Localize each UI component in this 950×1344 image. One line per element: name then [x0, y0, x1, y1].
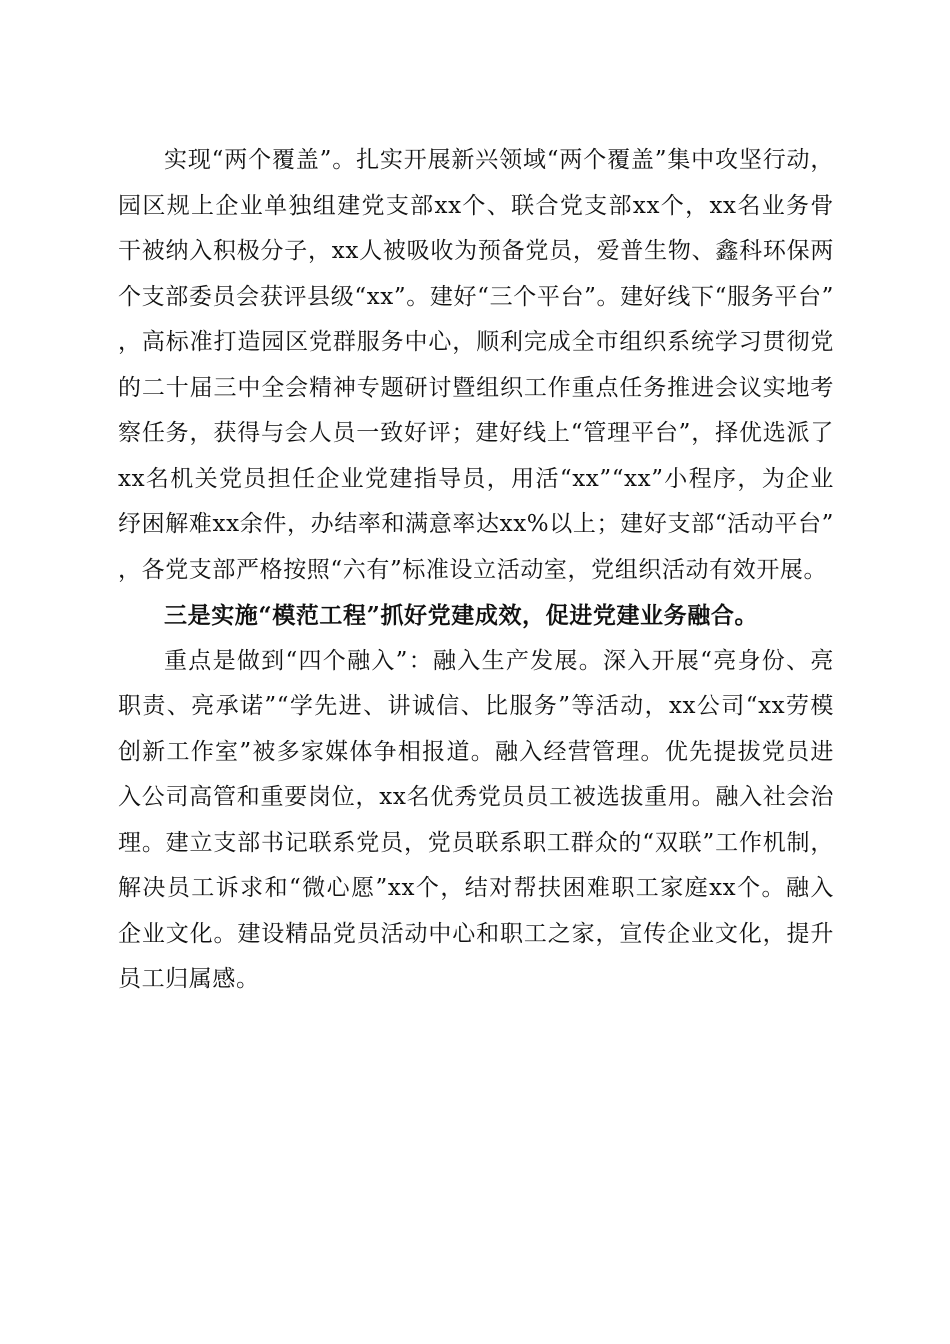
- paragraph-two-coverages-three-platforms: 实现“两个覆盖”。扎实开展新兴领域“两个覆盖”集中攻坚行动，园区规上企业单独组建党支部xx个、联合党支部xx个，xx名业务骨干被纳入积极分子，xx人被吸收为预备党员，爱普生物、鑫科环保两个支部委员会获评县级“xx”。建好“三个平台”。建好线下“服务平台”，高标准打造园区党群服务中心，顺利完成全市组织系统学习贯彻党的二十届三中全会精神专题研讨暨组织工作重点任务推进会议实地考察任务，获得与会人员一致好评；建好线上“管理平台”，择优选派了xx名机关党员担任企业党建指导员，用活“xx”“xx”小程序，为企业纾困解难xx余件，办结率和满意率达xx%以上；建好支部“活动平台”，各党支部严格按照“六有”标准设立活动室，党组织活动有效开展。: [118, 147, 834, 583]
- document-body: [118, 138, 834, 1003]
- section-heading-model-project: 三是实施“模范工程”抓好党建成效，促进党建业务融合。: [164, 602, 759, 629]
- paragraph-four-integrations: 重点是做到“四个融入”：融入生产发展。深入开展“亮身份、亮职责、亮承诺”“学先进、讲诚信、比服务”等活动，xx公司“xx劳模创新工作室”被多家媒体争相报道。融入经营管理。优先提拔党员进入公司高管和重要岗位，xx名优秀党员员工被选拔重用。融入社会治理。建立支部书记联系党员，党员联系职工群众的“双联”工作机制，解决员工诉求和“微心愿”xx个，结对帮扶困难职工家庭xx个。融入企业文化。建设精品党员活动中心和职工之家，宣传企业文化，提升员工归属感。: [118, 647, 834, 992]
